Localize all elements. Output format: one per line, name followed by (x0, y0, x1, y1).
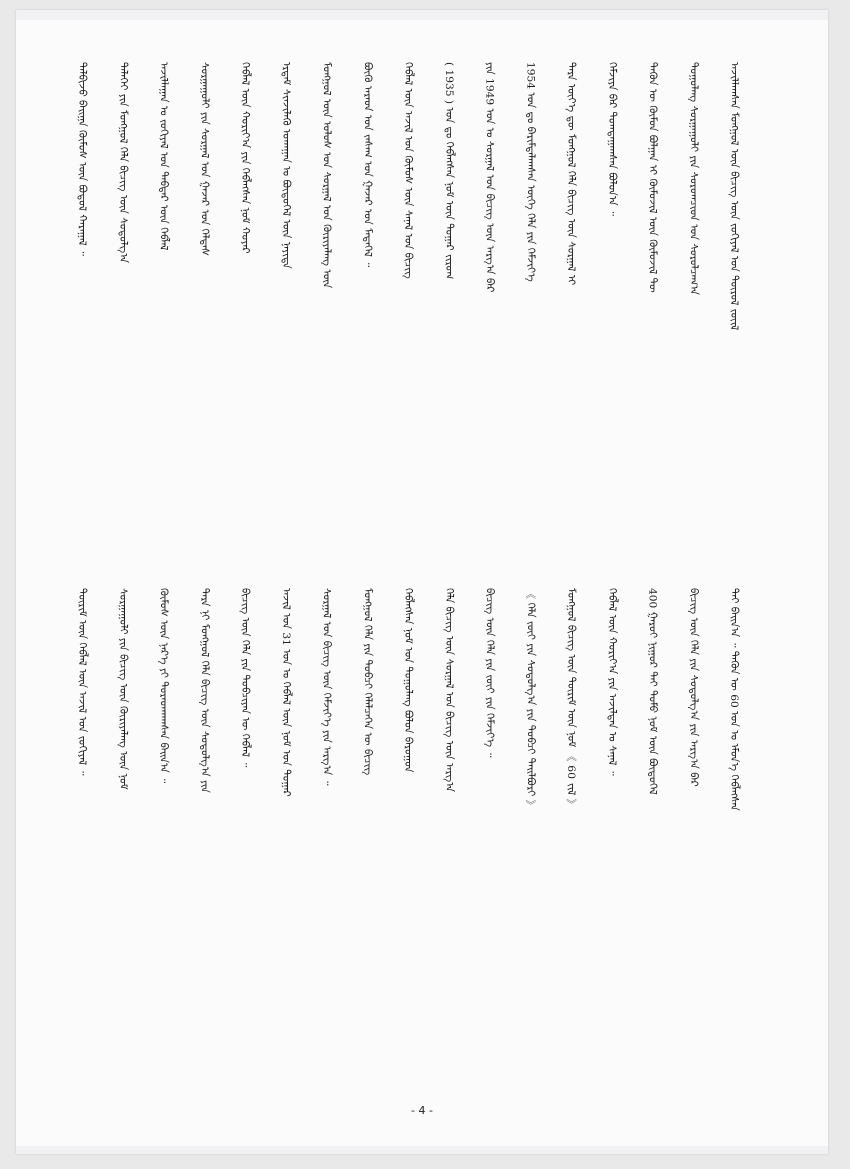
text-column: ᠬᠡᠯᠡ ᠪᠢᠴᠢᠭ ᠦᠨ ᠰᠤᠷᠭᠠᠯ ᠤᠨ ᠪᠢᠴᠢᠭ ᠦᠨ ᠠᠷᠭ᠎ᠠ (442, 588, 455, 793)
text-column: ᠬᠡᠪᠯᠡᠯ ᠦᠨ ᠬᠣᠷᠢᠶ᠎ᠠ ᠶᠢᠨ ᠬᠡᠪᠯᠡᠭᠰᠡᠨ ᠨᠣᠮ ᠬᠣᠶᠠᠷ (239, 62, 251, 254)
text-column: ᠶᠢᠨ 1949 ᠣᠨ ᠤ ᠰᠤᠷᠭᠠᠯ ᠤᠨ ᠪᠢᠴᠢᠭ ᠦᠨ ᠠᠷᠭ᠎ᠠ ᠪᠠᠷ (483, 62, 496, 293)
scan-edge-top (16, 10, 828, 20)
text-column: ᠮᠣᠩᠭᠣᠯ ᠪᠢᠴᠢᠭ ᠦᠨ ᠳᠦᠷᠢᠮ ᠦᠨ ᠨᠣᠮ 《 60 ᠵᠢᠯ 》 (565, 588, 577, 810)
scan-edge-bottom (16, 1146, 828, 1154)
text-column: ᠳᠤᠭᠤᠯᠠᠩ ᠰᠤᠷᠭᠠᠭᠤᠯᠢ ᠶᠢᠨ ᠰᠤᠷᠤᠭᠴᠢᠳ ᠤᠨ ᠰᠤᠷᠤᠯᠴᠠᠭ᠎ᠠ (687, 62, 700, 296)
text-column: ᠬᠡᠪᠯᠡᠯ ᠦᠨ ᠠᠵᠢᠯ ᠤᠨ ᠬᠦᠮᠦᠰ ᠦᠨ ᠰᠠᠨᠠᠯ ᠤᠨ ᠪᠢᠴᠢᠭ (402, 62, 414, 279)
text-column: ᠲᠠᠢ ᠪᠠᠢᠨ᠎ᠠ ᠃ ᠲᠡᠭᠦᠨ ᠦ 60 ᠣᠨ ᠤ ᠡᠮᠦᠨ᠎ᠡ ᠬᠡᠪᠯᠡᠭᠰᠡᠨ (728, 588, 740, 811)
text-block-top (74, 62, 742, 562)
text-column: ᠲᠡᠭᠦᠨ ᠦ ᠬᠦᠮᠦᠨ ᠪᠣᠯᠭᠠᠨ ᠢ ᠬᠦᠮᠦᠵᠢᠯ ᠦᠨ ᠬᠦᠮᠦᠵᠢᠯ ᠲᠦ (646, 62, 659, 293)
text-column: 《 ᠬᠡᠯᠡ ᠵᠦᠢ ᠶᠢᠨ ᠰᠤᠳᠤᠯᠭ᠎ᠠ ᠶᠢᠨ ᠲᠣᠪᠴᠢ ᠲᠠᠢᠯᠪᠤᠷᠢ 》 (524, 588, 537, 811)
text-block-bottom (74, 588, 742, 1088)
text-column: ᠪᠢᠴᠢᠭ ᠦᠨ ᠬᠡᠯᠡ ᠶᠢᠨ ᠵᠦᠢ ᠶᠢᠨ ᠬᠡᠮᠵᠢᠶ᠎ᠡ ᠃ (483, 588, 496, 758)
text-column: ᠲᠡᠷᠡ ᠨᠢ ᠮᠣᠩᠭᠣᠯ ᠬᠡᠯᠡ ᠪᠢᠴᠢᠭ ᠦᠨ ᠰᠤᠳᠤᠯᠭ᠎ᠠ ᠶᠢᠨ (198, 588, 211, 793)
text-column: 400 ᠭᠠᠷᠤᠢ ᠨᠢᠭᠤᠷ ᠲᠠᠢ ᠲᠣᠮᠣ ᠨᠣᠮ ᠦᠨ ᠪᠦᠲᠦᠭᠡᠯ (646, 588, 659, 795)
text-column: ᠰᠤᠷᠭᠠᠭᠤᠯᠢ ᠶᠢᠨ ᠪᠢᠴᠢᠭ ᠦᠨ ᠬᠦᠷᠢᠶᠡᠯᠡᠩ ᠦᠨ ᠨᠣᠮ (116, 588, 129, 790)
text-column: ᠪᠢᠴᠢᠭ ᠦᠨ ᠬᠡᠯᠡ ᠶᠢᠨ ᠲᠣᠪᠴᠢᠶᠠᠨ ᠦ ᠬᠡᠪᠯᠡᠯ ᠃ (239, 588, 251, 768)
text-column: ᠳᠦᠷᠢᠮ ᠦᠨ ᠬᠡᠪᠯᠡᠯ ᠦᠨ ᠠᠵᠢᠯ ᠤᠨ ᠵᠣᠬᠢᠶᠠᠯ ᠃ (76, 588, 88, 776)
text-column: ᠠᠵᠢᠯᠯᠠᠭᠰᠠᠨ ᠮᠣᠩᠭᠣᠯ ᠦᠨ ᠪᠢᠴᠢᠭ ᠦᠨ ᠵᠣᠬᠢᠶᠠᠯ ᠤᠨ ᠲᠦᠷᠦᠯ ᠵᠦᠢᠯ (728, 62, 740, 331)
text-column: ( 1935 ) ᠣᠨ ᠳᠤ ᠬᠡᠪᠯᠡᠭᠰᠡᠨ ᠨᠣᠮ ᠦᠨ ᠳᠤᠭᠠᠷ ᠵᠢᠷᠤᠭ (442, 62, 455, 280)
text-column: ᠳᠡᠯᠡᠬᠡᠢ ᠶᠢᠨ ᠮᠣᠩᠭᠣᠯ ᠬᠡᠯᠡ ᠪᠢᠴᠢᠭ ᠦᠨ ᠰᠤᠳᠤᠯᠭ᠎ᠠ (116, 62, 129, 264)
text-column: ᠬᠡᠪᠯᠡᠯ ᠦᠨ ᠬᠣᠷᠢᠶ᠎ᠠ ᠶᠢᠨ ᠠᠵᠢᠯᠲᠠᠨ ᠤ ᠰᠠᠨᠠᠯ ᠃ (605, 588, 618, 776)
text-column: ᠡᠷᠳᠡᠮ ᠰᠢᠨᠵᠢᠯᠡᠬᠦ ᠤᠬᠠᠭᠠᠨ ᠤ ᠪᠦᠲᠦᠭᠡᠯ ᠦᠨ ᠨᠡᠶᠢᠲᠡ (279, 62, 292, 269)
text-column: ᠠᠵᠢᠯᠯᠠᠭᠠᠨ ᠤ ᠵᠣᠬᠢᠶᠠᠯ ᠤᠨ ᠳᠡᠪᠲᠡᠷ ᠦᠨ ᠬᠡᠪᠯᠡᠯ (157, 62, 170, 251)
text-column: ᠬᠦᠮᠦᠰ ᠦᠨ ᠨᠡᠷ᠎ᠡ ᠶᠢ ᠳᠤᠷᠠᠳᠬᠠᠭᠰᠠᠨ ᠪᠠᠢᠨ᠎ᠠ ᠃ (157, 588, 170, 784)
text-column: ᠪᠦᠬᠦ ᠠᠷᠠᠳ ᠤᠨ ᠵᠠᠰᠠᠭ ᠤᠨ ᠭᠠᠵᠠᠷ ᠤᠨ ᠮᠡᠳᠡᠭᠡᠯ ᠃ (361, 62, 374, 268)
page-number: - 4 - (411, 1104, 433, 1117)
text-column: ᠠᠵᠢᠯ ᠤᠨ 31 ᠣᠨ ᠤ ᠬᠡᠪᠯᠡᠯ ᠦᠨ ᠨᠣᠮ ᠤᠨ ᠳᠤᠭᠠᠷ (279, 588, 292, 797)
text-column: ᠰᠤᠷᠭᠠᠯ ᠤᠨ ᠪᠢᠴᠢᠭ ᠦᠨ ᠬᠡᠮᠵᠢᠶ᠎ᠡ ᠶᠢᠨ ᠠᠷᠭ᠎ᠠ ᠃ (320, 588, 333, 786)
text-column: ᠲᠠᠯᠪᠢᠵᠤ ᠪᠠᠢᠭᠠ ᠬᠦᠮᠦᠰ ᠦᠨ ᠪᠣᠳᠤᠯ ᠬᠠᠷᠠᠭᠠᠯ ᠃ (76, 62, 88, 257)
text-column: ᠲᠡᠷᠡ ᠦᠶ᠎ᠡ ᠳᠦ ᠮᠣᠩᠭᠣᠯ ᠬᠡᠯᠡ ᠪᠢᠴᠢᠭ ᠦᠨ ᠰᠤᠷᠭᠠᠯ ᠢ (565, 62, 577, 286)
text-column: ᠬᠡᠮᠵᠢᠶᠡ ᠪᠡᠷ ᠲᠣᠭᠲᠠᠭᠠᠭᠰᠠᠨ ᠪᠣᠯᠤᠨ᠎ᠠ ᠃ (605, 62, 618, 216)
text-column: ᠬᠡᠪᠯᠡᠭᠰᠡᠨ ᠨᠣᠮ ᠤᠨ ᠳᠣᠭᠣᠯᠠᠩ ᠪᠣᠯᠤᠨ ᠪᠠᠷᠤᠭᠤᠨ (402, 588, 414, 773)
text-column: ᠪᠢᠴᠢᠭ ᠦᠨ ᠬᠡᠯᠡ ᠶᠢᠨ ᠰᠤᠳᠤᠯᠭ᠎ᠠ ᠶᠢᠨ ᠠᠷᠭ᠎ᠠ ᠪᠠᠷ (687, 588, 700, 787)
text-column: ᠮᠣᠩᠭᠣᠯ ᠬᠡᠯᠡ ᠶᠢᠨ ᠲᠣᠪᠴᠢ ᠬᠡᠯᠡᠯᠴᠡᠭᠡᠨ ᠦ ᠪᠢᠴᠢᠭ (361, 588, 374, 776)
text-column: ᠰᠤᠷᠭᠠᠭᠤᠯᠢ ᠶᠢᠨ ᠰᠤᠷᠭᠠᠯ ᠤᠨ ᠭᠠᠵᠠᠷ ᠤᠨ ᠬᠡᠯᠲᠡᠰ (198, 62, 211, 256)
document-page (16, 10, 828, 1154)
text-column: 1954 ᠣᠨ ᠳᠤ ᠪᠠᠷᠢᠮᠲᠠᠯᠠᠭᠰᠠᠨ ᠦᠭᠡ ᠬᠡᠯᠡ ᠶᠢᠨ ᠬᠡᠮᠵᠢᠶ᠎ᠡ (524, 62, 537, 282)
text-column: ᠮᠣᠩᠭᠣᠯ ᠦᠨ ᠤᠯᠤᠰ ᠤᠨ ᠰᠤᠷᠭᠠᠯ ᠤᠨ ᠬᠦᠷᠢᠶᠡᠯᠡᠩ ᠦᠨ (320, 62, 333, 289)
